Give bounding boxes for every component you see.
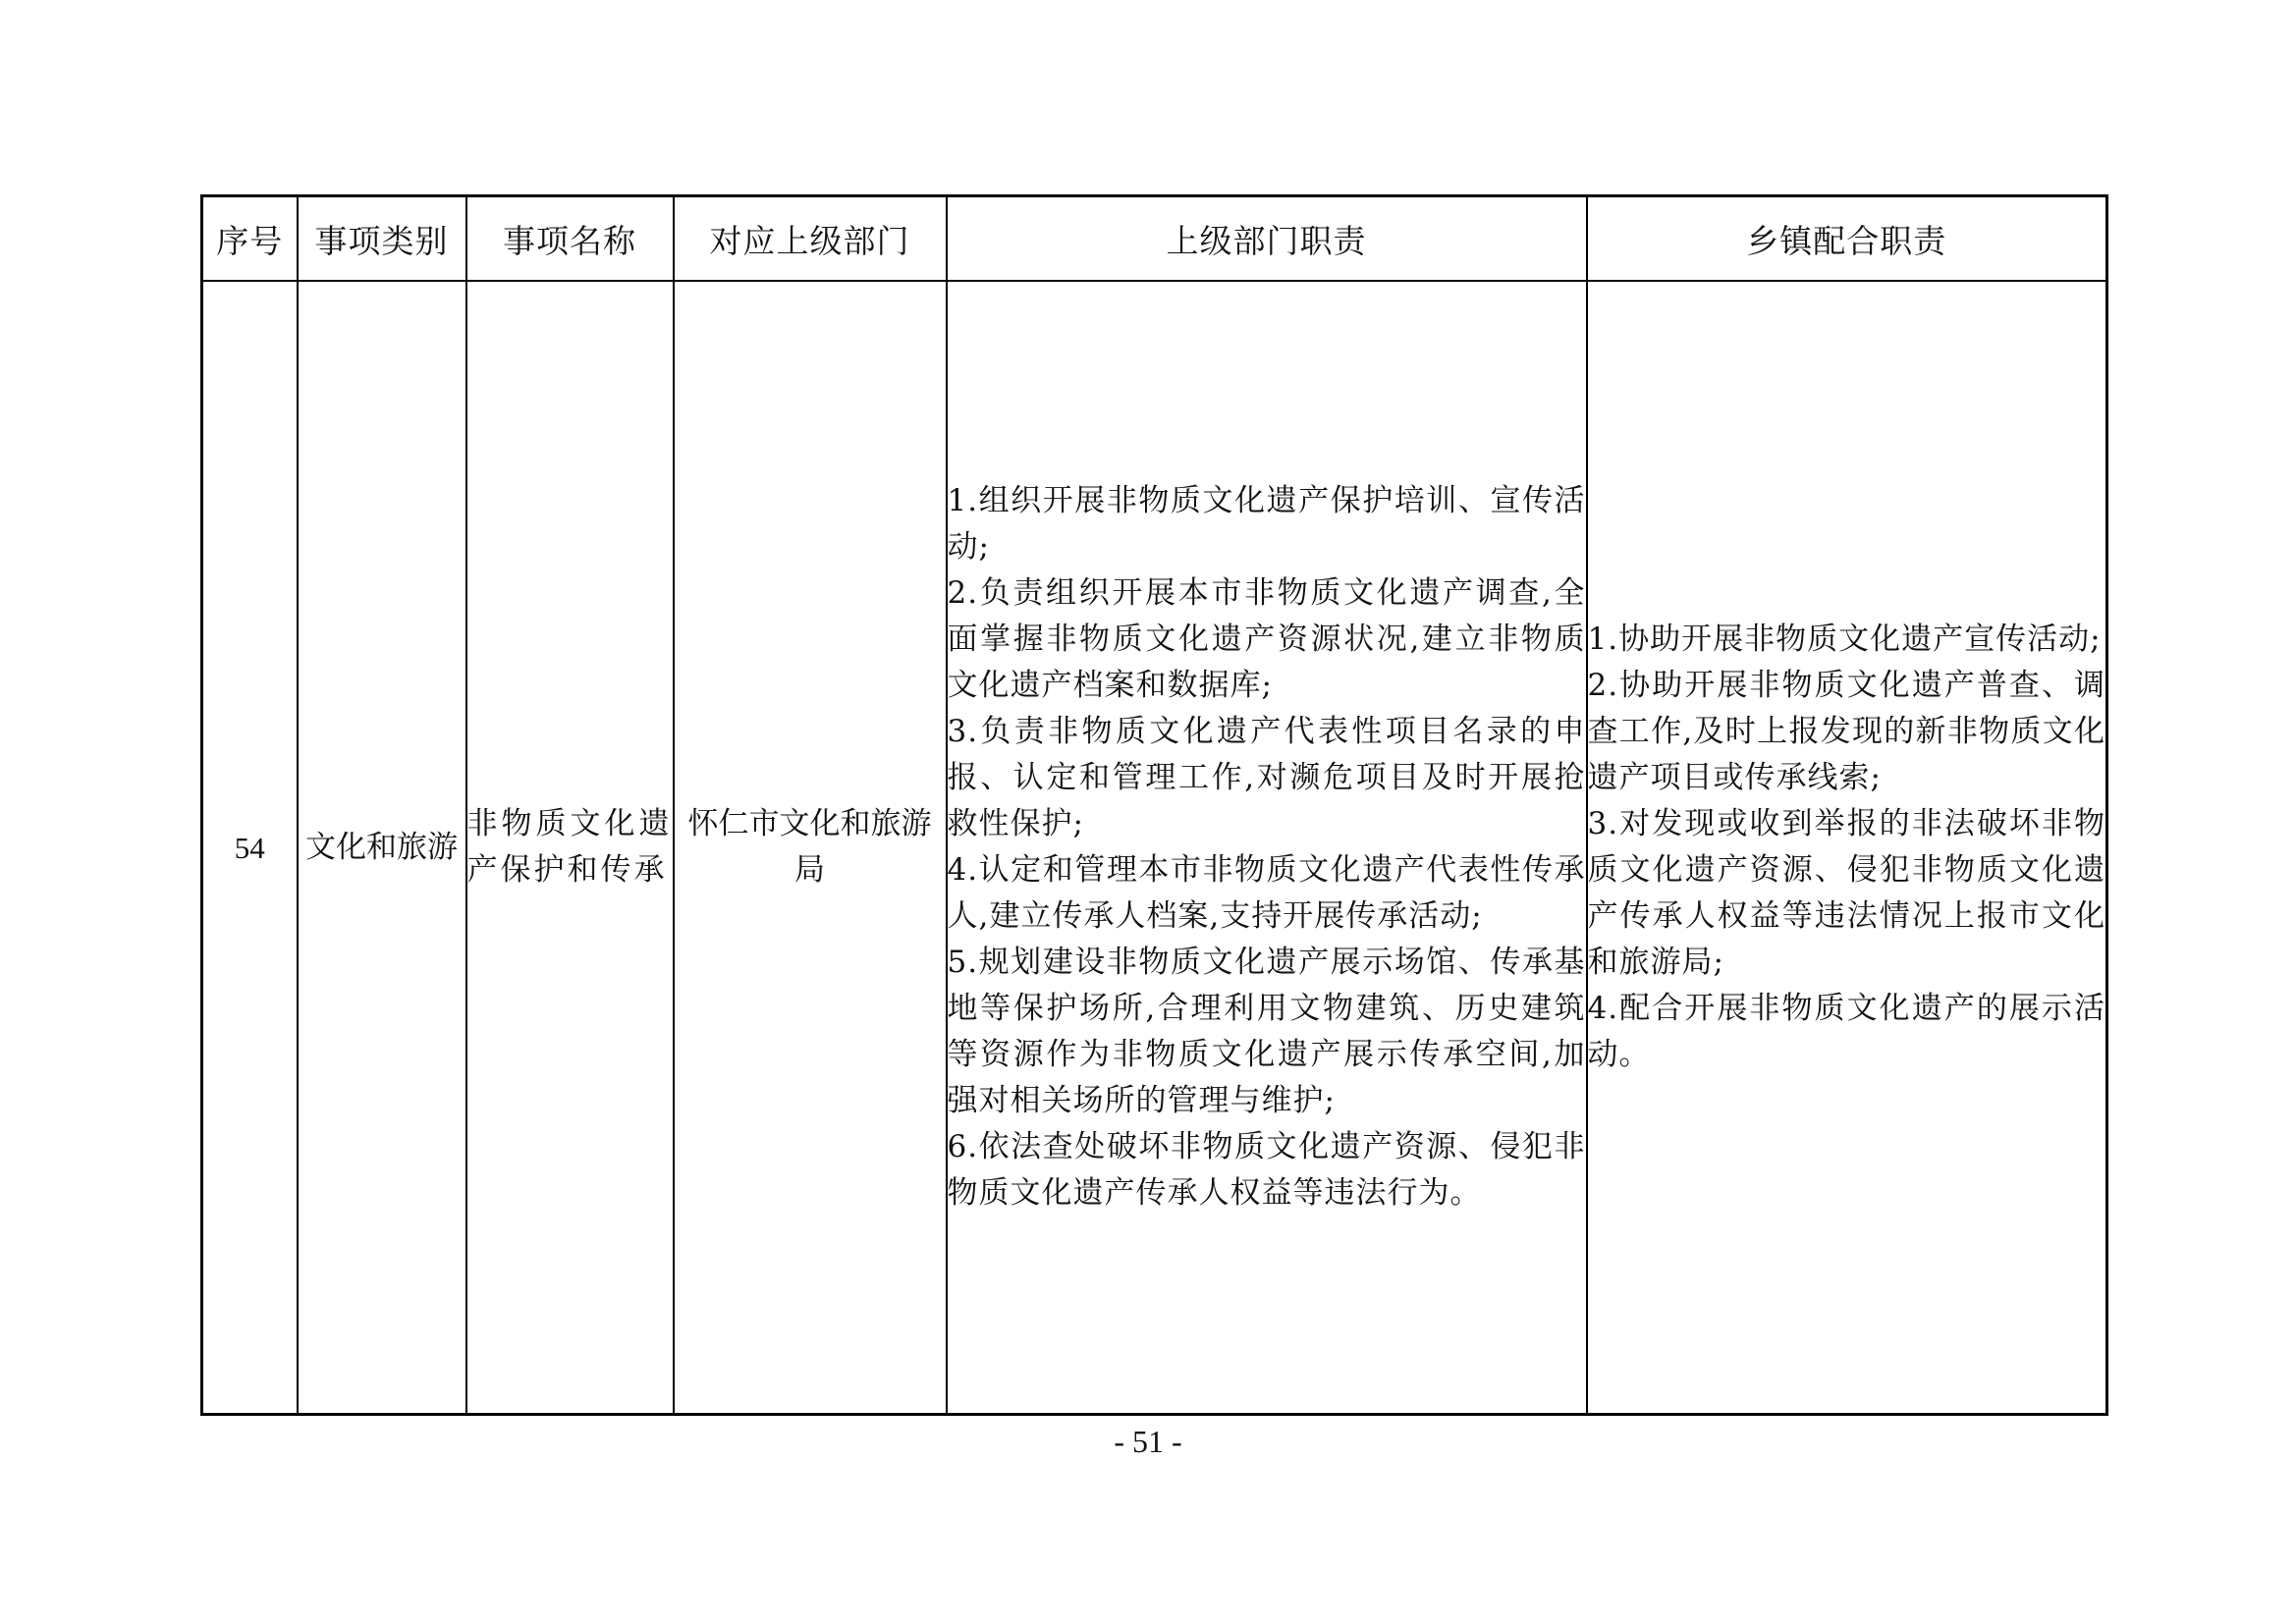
cell-index: 54 [202,281,298,1415]
upper-duty-item: 4.认定和管理本市非物质文化遗产代表性传承人,建立传承人档案,支持开展传承活动; [947,852,1586,934]
cell-department: 怀仁市文化和旅游局 [674,281,947,1415]
upper-duty-item: 2.负责组织开展本市非物质文化遗产调查,全面掌握非物质文化遗产资源状况,建立非物质文化遗产档案和数据库; [947,575,1586,703]
duty-table [200,194,2108,1416]
cell-item-name: 非物质文化遗产保护和传承 [466,281,674,1415]
upper-duty-item: 6.依法查处破坏非物质文化遗产资源、侵犯非物质文化遗产传承人权益等违法行为。 [947,1129,1586,1211]
header-category: 事项类别 [298,196,466,282]
town-duty-item: 4.配合开展非物质文化遗产的展示活动。 [1587,991,2105,1072]
town-duty-item: 1.协助开展非物质文化遗产宣传活动; [1587,622,2102,657]
header-town-duty: 乡镇配合职责 [1587,196,2107,282]
table-header-row [202,196,2107,282]
page-number: - 51 - [1114,1424,1182,1459]
town-duty-item: 3.对发现或收到举报的非法破坏非物质文化遗产资源、侵犯非物质文化遗产传承人权益等违法情况上报市文化和旅游局; [1587,806,2105,980]
table-row [202,281,2107,1415]
upper-duty-item: 3.负责非物质文化遗产代表性项目名录的申报、认定和管理工作,对濒危项目及时开展抢救性保护; [947,714,1586,841]
header-upper-duty: 上级部门职责 [947,196,1587,282]
upper-duty-item: 1.组织开展非物质文化遗产保护培训、宣传活动; [947,483,1586,565]
upper-duty-item: 5.规划建设非物质文化遗产展示场馆、传承基地等保护场所,合理利用文物建筑、历史建筑等资源作为非物质文化遗产展示传承空间,加强对相关场所的管理与维护; [947,945,1586,1118]
header-index: 序号 [202,196,298,282]
header-department: 对应上级部门 [674,196,947,282]
town-duty-item: 2.协助开展非物质文化遗产普查、调查工作,及时上报发现的新非物质文化遗产项目或传承线索; [1587,668,2105,795]
cell-upper-duties [947,281,1587,1415]
cell-category: 文化和旅游 [298,281,466,1415]
header-name: 事项名称 [466,196,674,282]
cell-town-duties [1587,281,2107,1415]
